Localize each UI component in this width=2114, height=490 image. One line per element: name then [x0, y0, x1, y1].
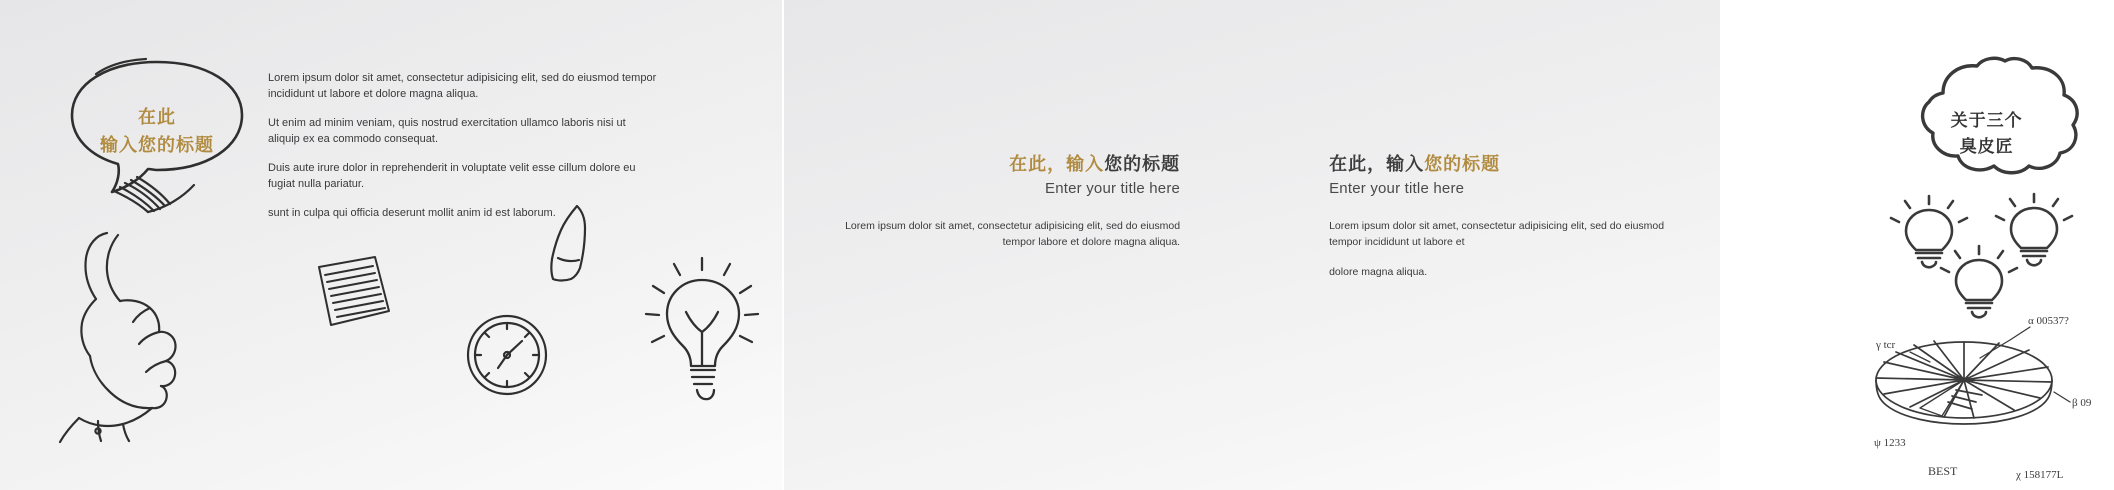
pie-chart-sketch-icon	[1824, 310, 2114, 485]
paragraph-4: sunt in culpa qui officia deserunt mollit anim id est laborum.	[268, 206, 556, 219]
pie-label-bottom-right: χ 158177L	[2016, 469, 2064, 481]
cloud-title-line1: 关于三个	[1950, 111, 2023, 130]
speech-bubble-title-line2: 输入您的标题	[100, 134, 214, 155]
speech-bubble-title-line1: 在此	[138, 107, 176, 127]
right-column-description	[1329, 219, 1689, 280]
cloud-title-line2: 臭皮匠	[1959, 136, 2014, 156]
paragraph-3: Duis aute irure dolor in reprehenderit in voluptate velit esse cillum dolore eu fugiat nulla pariatur.	[268, 161, 636, 190]
right-slide-left-column	[810, 150, 1180, 251]
note-paper-icon	[305, 253, 401, 333]
lightbulb-icon	[640, 250, 765, 410]
lightbulb-icon	[1937, 242, 2021, 320]
right-column-title-cn	[1329, 150, 1689, 176]
pie-label-left-top: γ tcr	[1876, 339, 1896, 351]
speech-bubble-group	[62, 52, 252, 227]
pie-label-bottom-center: BEST	[1928, 464, 1958, 478]
slide-left	[0, 0, 784, 490]
pie-label-top-right: α 00537?	[2028, 315, 2069, 327]
left-column-title-en: Enter your title here	[1044, 180, 1181, 197]
right-slide-right-column	[1329, 150, 1689, 294]
paragraph-1: Lorem ipsum dolor sit amet, consectetur adipisicing elit, sed do eiusmod tempor incididunt ut labore et dolore magna aliqua.	[268, 72, 657, 100]
paragraph-2: Ut enim ad minim veniam, quis nostrud exercitation ullamco laboris nisi ut aliquip ex ea commodo consequat.	[268, 116, 626, 145]
speech-bubble-title	[62, 104, 252, 160]
pointing-hand-icon	[52, 225, 192, 445]
right-column-description-2: dolore magna aliqua.	[1329, 265, 1428, 278]
compass-icon	[462, 310, 552, 400]
left-column-title-cn-text: 在此，输入	[1009, 154, 1105, 174]
right-column-title-cn-accent: 您的标题	[1424, 154, 1501, 174]
cloud-title	[1894, 108, 2079, 159]
pie-label-right: β 09	[2072, 397, 2092, 409]
left-column-title-cn	[810, 150, 1180, 176]
left-column-description: Lorem ipsum dolor sit amet, consectetur adipisicing elit, sed do eiusmod tempor labore et dolore magna aliqua.	[845, 220, 1181, 248]
cursor-arrow-icon	[533, 200, 603, 290]
right-column-title-cn-text: 在此，输入	[1329, 154, 1425, 174]
pie-label-left-bottom: ψ 1233	[1874, 437, 1906, 449]
left-column-title-cn-suffix: 您的标题	[1104, 154, 1181, 174]
right-column-description-1: Lorem ipsum dolor sit amet, consectetur adipisicing elit, sed do eiusmod tempor incididunt ut labore et	[1329, 220, 1665, 248]
right-column-title-en: Enter your title here	[1329, 180, 1465, 197]
slide-right	[784, 0, 2092, 490]
